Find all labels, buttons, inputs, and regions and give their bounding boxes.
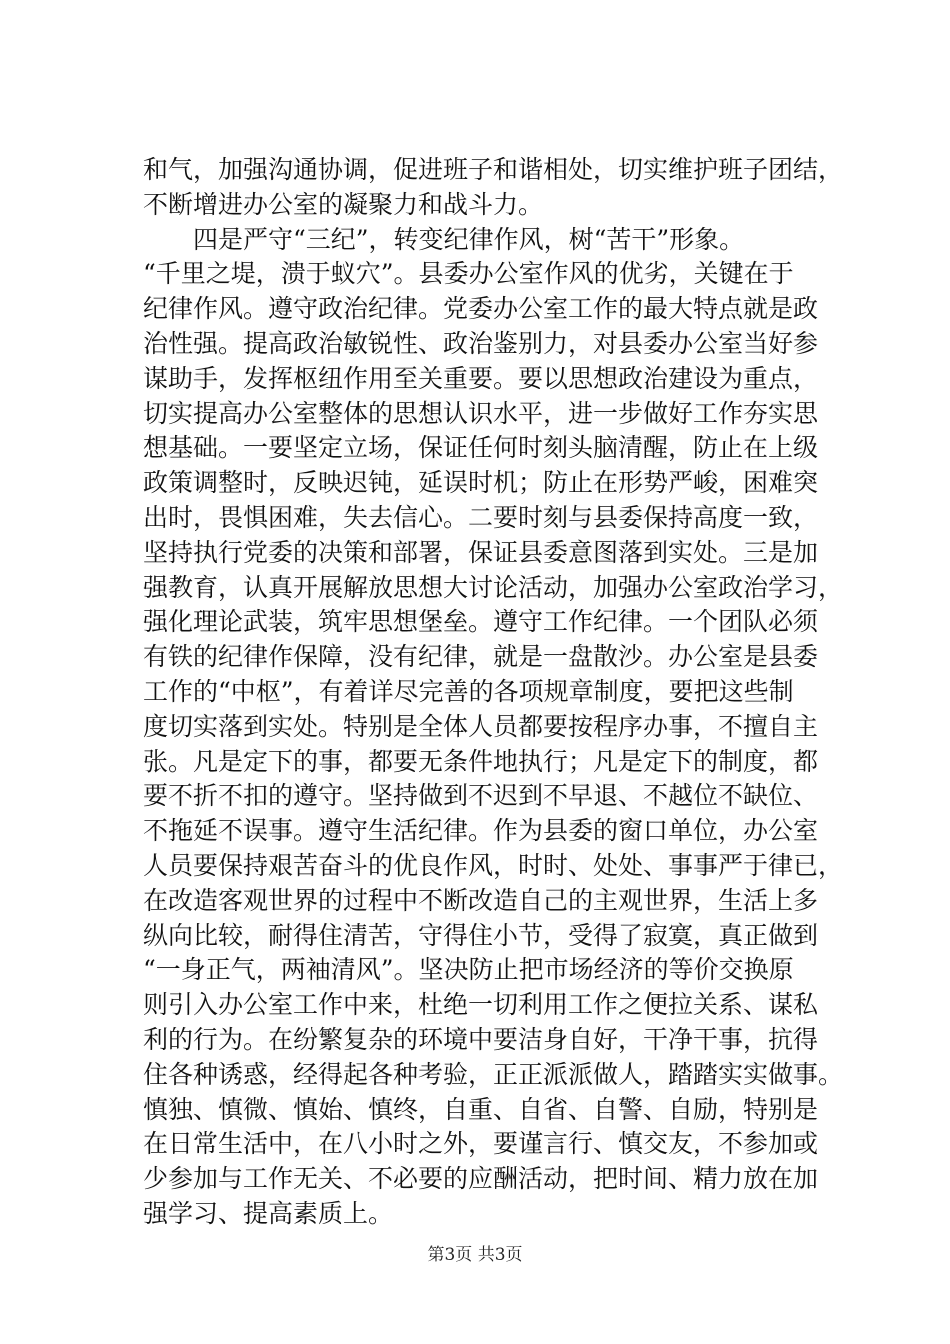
text-line: 在改造客观世界的过程中不断改造自己的主观世界，生活上多 xyxy=(143,885,819,915)
text-line: 不拖延不误事。遵守生活纪律。作为县委的窗口单位，办公室 xyxy=(143,816,819,846)
text-line: 少参加与工作无关、不必要的应酬活动，把时间、精力放在加 xyxy=(143,1164,819,1194)
text-line: 纪律作风。遵守政治纪律。党委办公室工作的最大特点就是政 xyxy=(143,294,819,324)
text-line: 政策调整时，反映迟钝，延误时机；防止在形势严峻，困难突 xyxy=(143,468,819,498)
text-line: 度切实落到实处。特别是全体人员都要按程序办事，不擅自主 xyxy=(143,711,819,741)
text-line: 住各种诱惑，经得起各种考验，正正派派做人，踏踏实实做事。 xyxy=(143,1059,844,1089)
text-line: 不断增进办公室的凝聚力和战斗力。 xyxy=(143,189,544,219)
text-line: 要不折不扣的遵守。坚持做到不迟到不早退、不越位不缺位、 xyxy=(143,781,819,811)
text-line: “千里之堤，溃于蚁穴”。县委办公室作风的优劣，关键在于 xyxy=(143,259,794,289)
text-line: 工作的“中枢”，有着详尽完善的各项规章制度，要把这些制 xyxy=(143,676,794,706)
text-line: 四是严守“三纪”，转变纪律作风，树“苦干”形象。 xyxy=(143,224,745,254)
text-line: 治性强。提高政治敏锐性、政治鉴别力，对县委办公室当好参 xyxy=(143,328,819,358)
text-line: 利的行为。在纷繁复杂的环境中要洁身自好，干净干事，抗得 xyxy=(143,1024,819,1054)
text-line: 切实提高办公室整体的思想认识水平，进一步做好工作夯实思 xyxy=(143,398,819,428)
text-line: 则引入办公室工作中来，杜绝一切利用工作之便拉关系、谋私 xyxy=(143,990,819,1020)
text-line: 人员要保持艰苦奋斗的优良作风，时时、处处、事事严于律已， xyxy=(143,850,844,880)
text-line: 在日常生活中，在八小时之外，要谨言行、慎交友，不参加或 xyxy=(143,1129,819,1159)
text-line: “一身正气，两袖清风”。坚决防止把市场经济的等价交换原 xyxy=(143,955,794,985)
text-line: 强学习、提高素质上。 xyxy=(143,1198,394,1228)
page-number-footer: 第3页 共3页 xyxy=(427,1245,523,1265)
text-line: 坚持执行党委的决策和部署，保证县委意图落到实处。三是加 xyxy=(143,537,819,567)
text-line: 谋助手，发挥枢纽作用至关重要。要以思想政治建设为重点， xyxy=(143,363,819,393)
text-line: 强化理论武装，筑牢思想堡垒。遵守工作纪律。一个团队必须 xyxy=(143,607,819,637)
text-line: 和气，加强沟通协调，促进班子和谐相处，切实维护班子团结， xyxy=(143,155,844,184)
text-line: 张。凡是定下的事，都要无条件地执行；凡是定下的制度，都 xyxy=(143,746,819,776)
body-text xyxy=(143,153,843,1232)
text-line: 慎独、慎微、慎始、慎终，自重、自省、自警、自励，特别是 xyxy=(143,1094,819,1124)
text-line: 强教育，认真开展解放思想大讨论活动，加强办公室政治学习， xyxy=(143,572,844,602)
text-line: 有铁的纪律作保障，没有纪律，就是一盘散沙。办公室是县委 xyxy=(143,642,819,672)
text-line: 纵向比较，耐得住清苦，守得住小节，受得了寂寞，真正做到 xyxy=(143,920,819,950)
text-line: 出时，畏惧困难，失去信心。二要时刻与县委保持高度一致， xyxy=(143,502,819,532)
text-line: 想基础。一要坚定立场，保证任何时刻头脑清醒，防止在上级 xyxy=(143,433,819,463)
